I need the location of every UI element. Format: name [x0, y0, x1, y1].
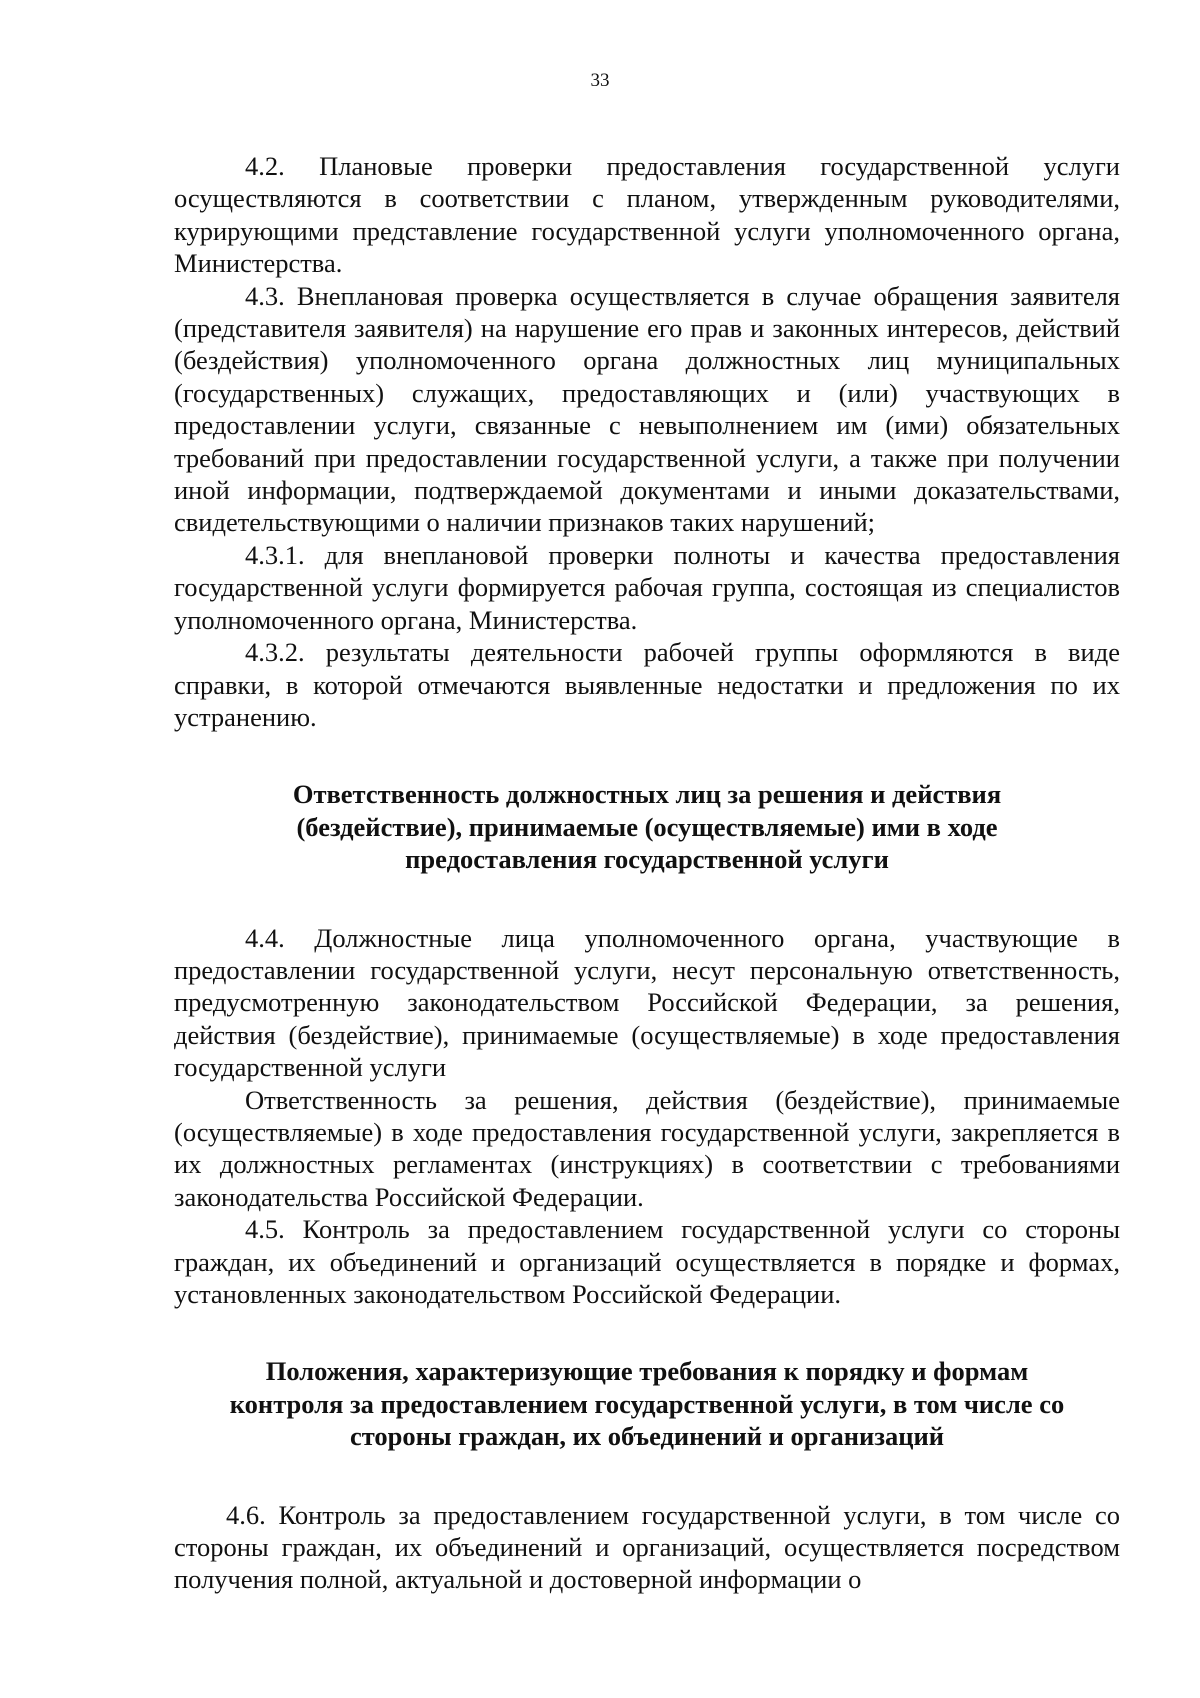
section-heading-responsibility — [174, 778, 1120, 875]
heading-line: Ответственность должностных лиц за решения и действия — [292, 779, 1002, 810]
page-number: 33 — [590, 70, 610, 91]
paragraph-4-6: 4.6. Контроль за предоставлением государственной услуги, в том числе со стороны граждан, их объединений и организаций, осуществляется посредством получения полной, актуальной и достоверной информации о — [174, 1499, 1120, 1595]
paragraph-responsibility: Ответственность за решения, действия (бездействие), принимаемые (осуществляемые) в ходе предоставления государственной услуги, закрепляется в их должностных регламентах (инструкциях) в соответствии с требованиями законодательства Российской Федерации. — [174, 1084, 1120, 1212]
paragraph-4-3: 4.3. Внеплановая проверка осуществляется в случае обращения заявителя (представителя заявителя) на нарушение его прав и законных интересов, действий (бездействия) уполномоченного органа должностных лиц муниципальных (государственных) служащих, предоставляющих и (или) участвующих в предоставлении услуги, связанные с невыполнением им (ими) обязательных требований при предоставлении государственной услуги, а также при получении иной информации, подтверждаемой документами и иными доказательствами, свидетельствующими о наличии признаков таких нарушений; — [174, 280, 1120, 538]
paragraph-4-2: 4.2. Плановые проверки предоставления государственной услуги осуществляются в соответствии с планом, утвержденным руководителями, курирующими представление государственной услуги уполномоченного органа, Министерства. — [174, 151, 1120, 279]
paragraph-4-3-2: 4.3.2. результаты деятельности рабочей группы оформляются в виде справки, в которой отмечаются выявленные недостатки и предложения по их устранению. — [174, 637, 1120, 732]
heading-line: Положения, характеризующие требования к порядку и формам — [265, 1356, 1029, 1387]
paragraph-4-3-1: 4.3.1. для внеплановой проверки полноты и качества предоставления государственной услуги формируется рабочая группа, состоящая из специалистов уполномоченного органа, Министерства. — [174, 539, 1120, 635]
section-heading-control — [174, 1355, 1120, 1452]
heading-line: стороны граждан, их объединений и организаций — [349, 1421, 945, 1452]
document-body — [174, 150, 1120, 1596]
heading-line: контроля за предоставлением государственной услуги, в том числе со — [229, 1388, 1065, 1419]
heading-line: предоставления государственной услуги — [405, 844, 889, 875]
paragraph-4-5: 4.5. Контроль за предоставлением государственной услуги со стороны граждан, их объединений и организаций осуществляется в порядке и формах, установленных законодательством Российской Федерации. — [174, 1214, 1120, 1309]
heading-line: (бездействие), принимаемые (осуществляемые) ими в ходе — [296, 811, 998, 842]
paragraph-4-4: 4.4. Должностные лица уполномоченного органа, участвующие в предоставлении государственной услуги, несут персональную ответственность, предусмотренную законодательством Российской Федерации, за решения, действия (бездействие), принимаемые (осуществляемые) в ходе предоставления государственной услуги — [174, 922, 1120, 1083]
